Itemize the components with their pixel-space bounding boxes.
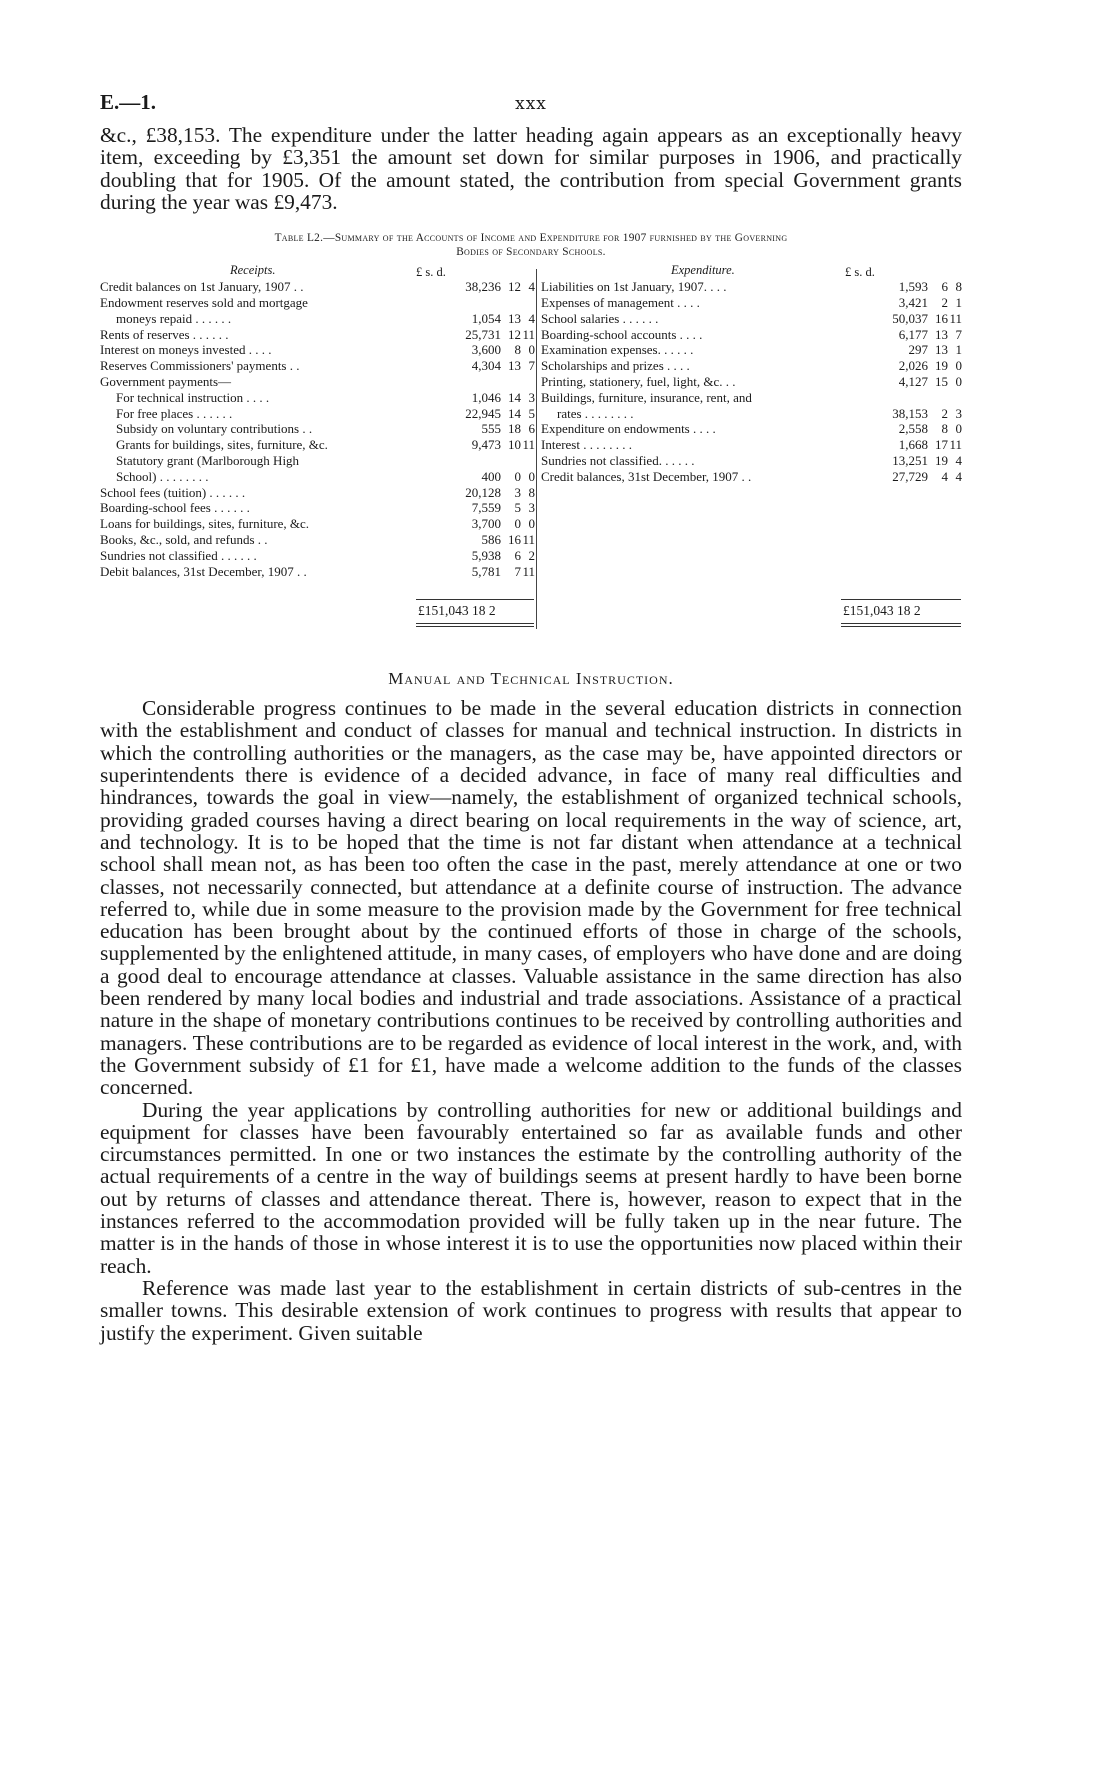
receipts-pounds: 38,236 <box>465 279 501 295</box>
receipts-shillings: 16 <box>508 531 521 547</box>
receipts-pounds: 22,945 <box>465 405 501 421</box>
expenditure-total-rule <box>841 599 961 600</box>
expenditure-row <box>541 453 962 469</box>
expenditure-shillings: 17 <box>935 437 948 453</box>
receipts-pence: 11 <box>522 326 535 342</box>
receipts-total: £151,043 18 2 <box>418 603 496 619</box>
receipts-pounds: 1,046 <box>471 389 501 405</box>
receipts-pence: 0 <box>528 468 535 484</box>
receipts-column <box>100 263 535 619</box>
expenditure-label: Interest . . . . . . . . <box>541 437 632 453</box>
receipts-total-rule-lower-2 <box>416 626 534 627</box>
receipts-label: Grants for buildings, sites, furniture, &c. <box>116 437 328 453</box>
expenditure-pence: 0 <box>955 421 962 437</box>
table-title-line-2: Bodies of Secondary Schools. <box>456 246 606 259</box>
expenditure-label: Liabilities on 1st January, 1907. . . . <box>541 279 727 295</box>
expenditure-shillings: 8 <box>941 421 948 437</box>
receipts-pence: 6 <box>528 421 535 437</box>
expenditure-label: Sundries not classified. . . . . . <box>541 452 695 468</box>
receipts-label: Interest on moneys invested . . . . <box>100 342 272 358</box>
receipts-pence: 4 <box>528 310 535 326</box>
receipts-pounds: 4,304 <box>471 358 501 374</box>
receipts-shillings: 0 <box>514 516 521 532</box>
receipts-label: Debit balances, 31st December, 1907 . . <box>100 563 307 579</box>
receipts-label: School fees (tuition) . . . . . . <box>100 484 246 500</box>
expenditure-pounds: 13,251 <box>892 452 928 468</box>
expenditure-pounds: 1,668 <box>898 437 928 453</box>
expenditure-shillings: 13 <box>935 342 948 358</box>
expenditure-column <box>541 263 962 619</box>
expenditure-row <box>541 279 962 295</box>
expenditure-pence: 1 <box>955 342 962 358</box>
expenditure-pounds: 2,026 <box>898 358 928 374</box>
receipts-row <box>100 374 535 390</box>
expenditure-shillings: 15 <box>935 373 948 389</box>
expenditure-pounds: 297 <box>908 342 928 358</box>
expenditure-pence: 11 <box>949 310 962 326</box>
receipts-row <box>100 327 535 343</box>
receipts-pence: 0 <box>528 516 535 532</box>
receipts-shillings: 10 <box>508 437 521 453</box>
table-title-line-1: Table L2.—Summary of the Accounts of Income and Expenditure for 1907 furnished by the Governing <box>274 232 788 245</box>
receipts-row <box>100 516 535 532</box>
receipts-row <box>100 469 535 485</box>
receipts-row <box>100 421 535 437</box>
expenditure-heading: Expenditure. <box>671 263 735 278</box>
expenditure-pounds: 2,558 <box>898 421 928 437</box>
expenditure-pounds: 27,729 <box>892 468 928 484</box>
intro-paragraph: &c., £38,153. The expenditure under the latter heading again appears as an exceptionally heavy item, exceeding by £3,351 the amount set down for similar purposes in 1906, and practically doubling that for 1905. Of the amount stated, the contribution from special Government grants during the year was £9,473. <box>100 123 962 214</box>
receipts-label: Books, &c., sold, and refunds . . <box>100 531 268 547</box>
column-divider <box>536 269 537 629</box>
expenditure-row <box>541 437 962 453</box>
receipts-shillings: 12 <box>508 326 521 342</box>
expenditure-pence: 0 <box>955 373 962 389</box>
expenditure-label: rates . . . . . . . . <box>557 405 634 421</box>
paragraph-2: During the year applications by controlling authorities for new or additional buildings and equipment for classes have been favourably entertained so far as available funds and other circumstances permitted. In one or two instances the estimate by the controlling authority of the actual requirements of a centre in the way of buildings seems at present hardly to have been borne out by returns of classes and attendance thereat. There is, however, reason to expect that in the instances referred to the accommodation provided will be fully taken up in the near future. The matter is in the hands of those in whose interest it is to use the opportunities now placed within their reach. <box>100 1097 962 1278</box>
receipts-label: Reserves Commissioners' payments . . <box>100 358 300 374</box>
receipts-row <box>100 279 535 295</box>
receipts-pence: 0 <box>528 342 535 358</box>
receipts-shillings: 13 <box>508 310 521 326</box>
accounts-table <box>100 263 962 653</box>
receipts-label: Endowment reserves sold and mortgage <box>100 294 308 310</box>
expenditure-currency-header: £ s. d. <box>845 265 875 280</box>
expenditure-label: Examination expenses. . . . . . <box>541 342 694 358</box>
expenditure-pounds: 38,153 <box>892 405 928 421</box>
expenditure-rows <box>541 279 962 484</box>
receipts-label: Statutory grant (Marlborough High <box>116 452 300 468</box>
receipts-row <box>100 295 535 311</box>
receipts-row <box>100 564 535 580</box>
table-title <box>100 231 962 259</box>
expenditure-row <box>541 390 962 406</box>
expenditure-row <box>541 469 962 485</box>
receipts-total-rule <box>416 599 534 600</box>
receipts-pounds: 3,600 <box>471 342 501 358</box>
receipts-pounds: 20,128 <box>465 484 501 500</box>
receipts-pounds: 5,781 <box>471 563 501 579</box>
expenditure-pence: 0 <box>955 358 962 374</box>
receipts-label: Subsidy on voluntary contributions . . <box>116 421 313 437</box>
expenditure-shillings: 6 <box>941 279 948 295</box>
receipts-pence: 7 <box>528 358 535 374</box>
receipts-currency-header: £ s. d. <box>416 265 446 280</box>
receipts-shillings: 7 <box>514 563 521 579</box>
receipts-pence: 11 <box>522 437 535 453</box>
receipts-row <box>100 500 535 516</box>
expenditure-shillings: 2 <box>941 294 948 310</box>
receipts-pounds: 9,473 <box>471 437 501 453</box>
receipts-heading: Receipts. <box>230 263 276 278</box>
receipts-pounds: 25,731 <box>465 326 501 342</box>
receipts-pounds: 7,559 <box>471 500 501 516</box>
expenditure-total-rule-lower-2 <box>841 626 961 627</box>
receipts-pounds: 586 <box>481 531 501 547</box>
expenditure-pence: 4 <box>955 468 962 484</box>
receipts-pence: 3 <box>528 500 535 516</box>
expenditure-pence: 11 <box>949 437 962 453</box>
receipts-row <box>100 532 535 548</box>
receipts-rows <box>100 279 535 579</box>
receipts-total-rule-lower <box>416 623 534 624</box>
expenditure-label: Buildings, furniture, insurance, rent, and <box>541 389 752 405</box>
expenditure-total: £151,043 18 2 <box>843 603 921 619</box>
receipts-pence: 5 <box>528 405 535 421</box>
receipts-shillings: 8 <box>514 342 521 358</box>
expenditure-row <box>541 327 962 343</box>
expenditure-pounds: 3,421 <box>898 294 928 310</box>
expenditure-row <box>541 421 962 437</box>
expenditure-row <box>541 342 962 358</box>
receipts-shillings: 12 <box>508 279 521 295</box>
receipts-shillings: 14 <box>508 389 521 405</box>
expenditure-label: Printing, stationery, fuel, light, &c. . . <box>541 373 736 389</box>
receipts-shillings: 13 <box>508 358 521 374</box>
document-code: E.—1. <box>100 90 157 114</box>
expenditure-pence: 8 <box>955 279 962 295</box>
receipts-label: Credit balances on 1st January, 1907 . . <box>100 279 304 295</box>
expenditure-label: Scholarships and prizes . . . . <box>541 358 690 374</box>
receipts-header <box>100 263 535 279</box>
receipts-pence: 11 <box>522 531 535 547</box>
receipts-row <box>100 311 535 327</box>
expenditure-shillings: 16 <box>935 310 948 326</box>
expenditure-row <box>541 295 962 311</box>
expenditure-pounds: 1,593 <box>898 279 928 295</box>
receipts-pence: 11 <box>522 563 535 579</box>
receipts-label: Rents of reserves . . . . . . <box>100 326 229 342</box>
receipts-row <box>100 358 535 374</box>
receipts-label: Government payments— <box>100 373 232 389</box>
receipts-pounds: 5,938 <box>471 547 501 563</box>
receipts-pounds: 3,700 <box>471 516 501 532</box>
receipts-shillings: 18 <box>508 421 521 437</box>
receipts-pence: 8 <box>528 484 535 500</box>
expenditure-pence: 7 <box>955 326 962 342</box>
expenditure-total-rule-lower <box>841 623 961 624</box>
expenditure-shillings: 19 <box>935 358 948 374</box>
receipts-pounds: 555 <box>481 421 501 437</box>
receipts-pence: 4 <box>528 279 535 295</box>
expenditure-label: School salaries . . . . . . <box>541 310 659 326</box>
paragraph-3: Reference was made last year to the establishment in certain districts of sub-centres in the smaller towns. This desirable extension of work continues to progress with results that appear to justify the experiment. Given suitable <box>100 1275 962 1345</box>
receipts-pence: 3 <box>528 389 535 405</box>
receipts-label: Boarding-school fees . . . . . . <box>100 500 250 516</box>
expenditure-label: Boarding-school accounts . . . . <box>541 326 703 342</box>
receipts-label: School) . . . . . . . . <box>116 468 209 484</box>
receipts-label: For free places . . . . . . <box>116 405 233 421</box>
expenditure-pounds: 6,177 <box>898 326 928 342</box>
receipts-label: Sundries not classified . . . . . . <box>100 547 257 563</box>
expenditure-row <box>541 374 962 390</box>
receipts-shillings: 3 <box>514 484 521 500</box>
receipts-shillings: 6 <box>514 547 521 563</box>
receipts-row <box>100 390 535 406</box>
expenditure-label: Expenses of management . . . . <box>541 294 700 310</box>
document-page <box>100 90 962 1344</box>
receipts-row <box>100 548 535 564</box>
expenditure-shillings: 2 <box>941 405 948 421</box>
expenditure-shillings: 13 <box>935 326 948 342</box>
receipts-label: For technical instruction . . . . <box>116 389 270 405</box>
paragraph-1: Considerable progress continues to be made in the several education districts in connection with the establishment and conduct of classes for manual and technical instruction. In districts in which the controlling authorities or the managers, as the case may be, have appointed directors or superintendents there is evidence of a decided advance, in face of many real difficulties and hindrances, towards the goal in view—namely, the establishment of organized technical schools, providing graded courses having a direct bearing on local requirements in the way of science, art, and technology. It is to be hoped that the time is not far distant when attendance at a technical school shall mean not, as has been too often the case in the past, merely attendance at one or two classes, not necessarily connected, but attendance at a definite course of instruction. The advance referred to, while due in some measure to the provision made by the Government for free technical education has been brought about by the continued efforts of those in charge of the schools, supplemented by the enlightened attitude, in many cases, of employers who have done and are doing a good deal to encourage attendance at classes. Valuable assistance in the same direction has also been rendered by many local bodies and industrial and trade associations. Assistance of a practical nature in the shape of monetary contributions continues to be received by controlling authorities and managers. These contributions are to be regarded as evidence of local interest in the work, and, with the Government subsidy of £1 for £1, have made a welcome addition to the funds of the classes concerned. <box>100 696 962 1100</box>
receipts-shillings: 0 <box>514 468 521 484</box>
page-header <box>100 90 962 124</box>
expenditure-row <box>541 358 962 374</box>
receipts-row <box>100 406 535 422</box>
page-number: xxx <box>515 94 547 114</box>
receipts-pounds: 1,054 <box>471 310 501 326</box>
receipts-row <box>100 485 535 501</box>
expenditure-row <box>541 311 962 327</box>
expenditure-row <box>541 406 962 422</box>
expenditure-label: Expenditure on endowments . . . . <box>541 421 716 437</box>
receipts-pounds: 400 <box>481 468 501 484</box>
receipts-row <box>100 342 535 358</box>
expenditure-pence: 1 <box>955 294 962 310</box>
section-heading: Manual and Technical Instruction. <box>388 669 674 689</box>
expenditure-shillings: 19 <box>935 452 948 468</box>
receipts-row <box>100 437 535 453</box>
expenditure-header <box>541 263 962 279</box>
expenditure-shillings: 4 <box>941 468 948 484</box>
receipts-row <box>100 453 535 469</box>
receipts-label: moneys repaid . . . . . . <box>116 310 232 326</box>
expenditure-pence: 4 <box>955 452 962 468</box>
expenditure-label: Credit balances, 31st December, 1907 . . <box>541 468 752 484</box>
receipts-pence: 2 <box>528 547 535 563</box>
expenditure-pence: 3 <box>955 405 962 421</box>
expenditure-pounds: 50,037 <box>892 310 928 326</box>
receipts-shillings: 14 <box>508 405 521 421</box>
receipts-shillings: 5 <box>514 500 521 516</box>
expenditure-pounds: 4,127 <box>898 373 928 389</box>
receipts-label: Loans for buildings, sites, furniture, &c. <box>100 516 310 532</box>
